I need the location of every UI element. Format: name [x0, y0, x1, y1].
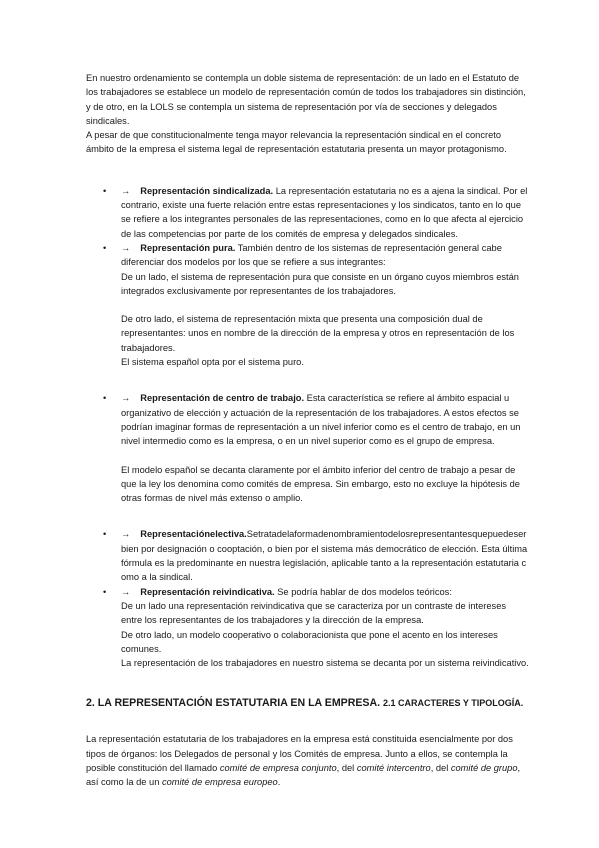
item-title: Representación reivindicativa. [140, 586, 275, 597]
item-paragraph: De otro lado, el sistema de representación mixta que presenta una composición dual de representantes: unos en nombre de la dirección de la empresa y otros en representación de los trabajadores. [121, 314, 515, 353]
arrow-icon: → [121, 529, 131, 540]
closing-italic: comité de empresa conjunto [219, 762, 337, 773]
item-paragraph: El modelo español se decanta claramente por el ámbito inferior del centro de trabajo a pesar de que la ley los denomina como comités de empresa. Sin embargo, esto no excluye la hipótesis de otras formas de nivel más extenso o amplio. [121, 464, 520, 504]
spacer [121, 449, 529, 463]
list-item-electiva [86, 527, 529, 584]
spacer [121, 298, 529, 312]
item-title: Representación de centro de trabajo. [140, 393, 305, 404]
closing-text: , del [336, 762, 357, 773]
item-text: Se podría hablar de dos modelos teóricos: [277, 586, 452, 597]
spacer [121, 505, 529, 527]
list-item-centro-de-trabajo [86, 391, 529, 527]
closing-italic: comité de grupo [450, 762, 518, 773]
item-paragraph: De otro lado, un modelo cooperativo o colaboracionista que pone el acento en los intereses comunes. [121, 629, 498, 654]
arrow-icon: → [121, 393, 131, 404]
bullet-icon: • [103, 393, 107, 404]
closing-text: . [277, 777, 281, 788]
arrow-icon: → [121, 242, 131, 253]
closing-text: , así como la de un [86, 762, 521, 788]
item-title: Representación sindicalizada. [140, 185, 274, 196]
closing-italic: comité intercentro [356, 762, 431, 773]
item-paragraph: De un lado una representación reivindicativa que se caracteriza por un contraste de intereses entre los representantes de los trabajadores y la dirección de la empresa. [121, 600, 507, 626]
item-title: Representación pura. [140, 242, 236, 253]
characteristics-list [86, 184, 529, 671]
arrow-icon: → [121, 185, 131, 196]
bullet-icon: • [103, 586, 107, 597]
arrow-icon: → [121, 586, 131, 597]
intro-paragraph-1: En nuestro ordenamiento se contempla un doble sistema de representación: de un lado en el Estatuto de los trabajadores se establece un modelo de representación común de todos los trabajadores sin distinción, y de otro, en la LOLS se contempla un sistema de representación por vía de secciones y delegados sindicales. [86, 73, 526, 126]
closing-text: La representación estatutaria de los trabajadores en la empresa está constituida esencialmente por dos tipos de órganos: los Delegados de personal y los Comités de empresa. Junto a ellos, se contempla la posible constitución del llamado [86, 734, 513, 773]
item-text: Setratadelaformadenombramientodelosrepresentantesquepuedeserbien por designación o cooptación, o bien por el sistema más democrático de elección. Esta última fórmula es la predominante en nuestra legislación, aplicable tanto a la representación estatutaria como a la sindical. [121, 529, 528, 583]
section-heading [86, 696, 529, 710]
section-heading-main: 2. LA REPRESENTACIÓN ESTATUTARIA EN LA EMPRESA. [86, 697, 381, 710]
item-paragraph: La representación de los trabajadores en nuestro sistema se decanta por un sistema reivindicativo. [121, 658, 529, 669]
bullet-icon: • [103, 242, 107, 253]
section-heading-sub: 2.1 CARACTERES Y TIPOLOGÍA. [383, 698, 524, 709]
list-item-reivindicativa [86, 585, 529, 671]
list-item-sindicalizada [86, 184, 529, 241]
item-paragraph: El sistema español opta por el sistema puro. [121, 357, 304, 368]
item-text: Esta característica se refiere al ámbito espacial u organizativo de elección y actuación de la representación de los trabajadores. A estos efectos se podrían imaginar formas de representación a un nivel inferior como es el centro de trabajo, en un nivel intermedio como es la empresa, o en un nivel superior como es el grupo de empresa. [121, 393, 521, 447]
bullet-icon: • [103, 529, 107, 540]
bullet-icon: • [103, 185, 107, 196]
spacer [121, 369, 529, 391]
intro-paragraph-2: A pesar de que constitucionalmente tenga mayor relevancia la representación sindical en el concreto ámbito de la empresa el sistema legal de representación estatutaria presenta un mayor protagonismo. [86, 130, 507, 155]
closing-text: , del [430, 762, 451, 773]
item-text: La representación estatutaria no es a ajena la sindical. Por el contrario, existe una fuerte relación entre estas representaciones y los sindicatos, tanto en lo que se refiere a los integrantes personales de las representaciones, como en lo que afecta al ejercicio de las competencias por parte de los comités de empresa y delegados sindicales. [121, 185, 528, 239]
item-title: Representaciónelectiva. [140, 529, 247, 540]
item-paragraph: De un lado, el sistema de representación pura que consiste en un órgano cuyos miembros están integrados exclusivamente por representantes de los trabajadores. [121, 271, 519, 296]
closing-paragraph [86, 732, 529, 789]
closing-italic: comité de empresa europeo [161, 777, 278, 788]
intro-section [86, 71, 529, 157]
item-text: También dentro de los sistemas de representación general cabe diferenciar dos modelos por los que se refiere a sus integrantes: [121, 242, 502, 268]
list-item-pura [86, 241, 529, 391]
